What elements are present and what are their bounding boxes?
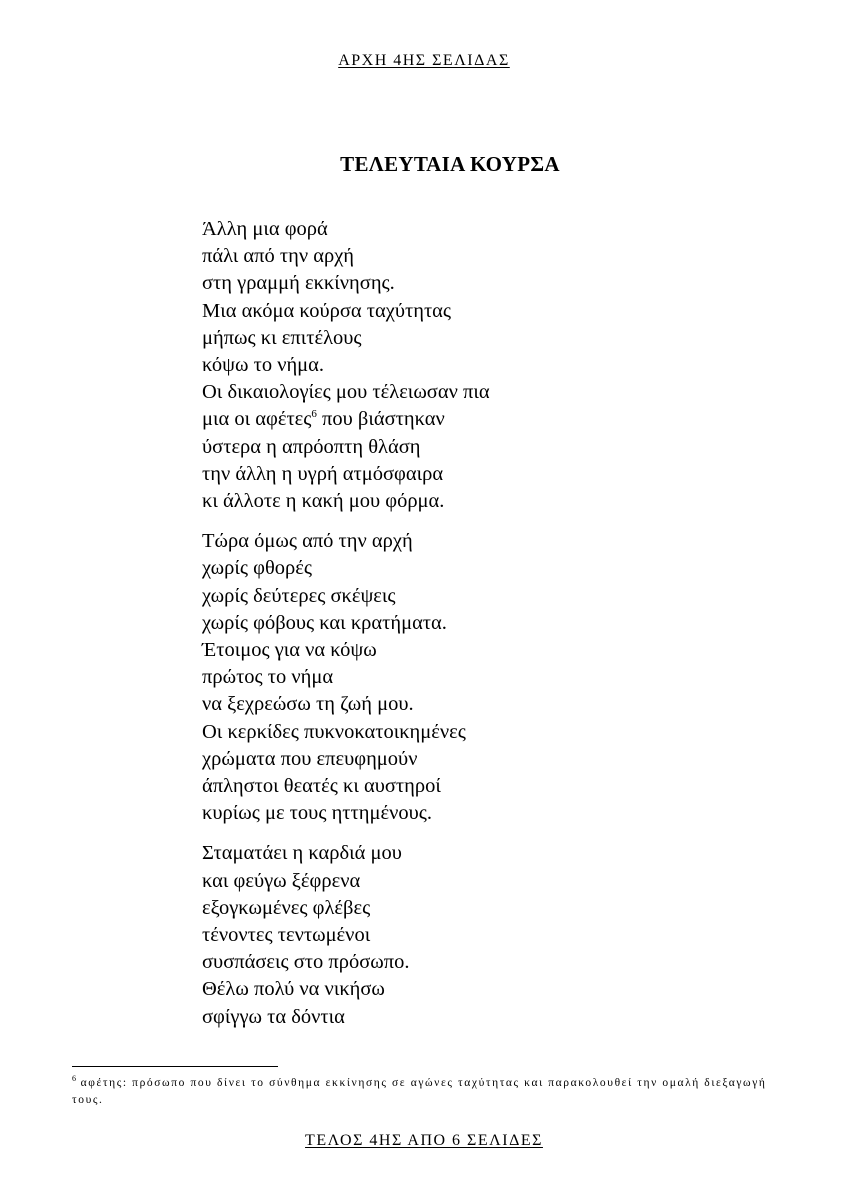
stanza-1	[202, 216, 762, 515]
poem-line: χρώματα που επευφημούν	[202, 747, 418, 770]
footnote-text: αφέτης: πρόσωπο που δίνει το σύνθημα εκκίνησης σε αγώνες ταχύτητας και παρακολουθεί την ομαλή διεξαγωγή τους.	[72, 1077, 767, 1106]
poem-line-end: που βιάστηκαν	[316, 408, 445, 431]
footnote-reference[interactable]: 6	[311, 408, 317, 421]
poem-line: χωρίς φθορές	[202, 557, 312, 580]
stanza-3	[202, 840, 762, 1030]
poem-line: σφίγγω τα δόντια	[202, 1005, 345, 1028]
footnote-mark: 6	[72, 1074, 78, 1084]
poem-line: μήπως κι επιτέλους	[202, 326, 362, 349]
poem-line: Μια ακόμα κούρσα ταχύτητας	[202, 299, 452, 322]
poem-line: τένοντες τεντωμένοι	[202, 924, 371, 947]
poem-line: συσπάσεις στο πρόσωπο.	[202, 951, 410, 974]
poem-line: κόψω το νήμα.	[202, 354, 325, 377]
poem-line-with-footnote	[202, 406, 762, 433]
page-header: ΑΡΧΗ 4ΗΣ ΣΕΛΙΔΑΣ	[338, 52, 510, 69]
footnote	[72, 1075, 792, 1109]
poem-line: ύστερα η απρόοπτη θλάση	[202, 435, 421, 458]
stanza-2	[202, 528, 762, 827]
poem-line: χωρίς φόβους και κρατήματα.	[202, 611, 447, 634]
poem-line: Οι κερκίδες πυκνοκατοικημένες	[202, 720, 466, 743]
poem-line: Θέλω πολύ να νικήσω	[202, 978, 385, 1001]
poem-line: πάλι από την αρχή	[202, 245, 355, 268]
poem-line: και φεύγω ξέφρενα	[202, 869, 361, 892]
poem-line: άπληστοι θεατές κι αυστηροί	[202, 775, 441, 798]
poem-line: κυρίως με τους ηττημένους.	[202, 802, 432, 825]
page-footer: ΤΕΛΟΣ 4ΗΣ ΑΠΟ 6 ΣΕΛΙΔΕΣ	[305, 1132, 543, 1149]
poem-body	[202, 216, 762, 1044]
footnote-divider	[72, 1066, 278, 1067]
poem-line: Σταματάει η καρδιά μου	[202, 842, 402, 865]
poem-line: Άλλη μια φορά	[202, 218, 328, 240]
poem-line: χωρίς δεύτερες σκέψεις	[202, 584, 396, 607]
poem-title: ΤΕΛΕΥΤΑΙΑ ΚΟΥΡΣΑ	[340, 152, 560, 176]
poem-line: εξογκωμένες φλέβες	[202, 896, 371, 919]
poem-line: Τώρα όμως από την αρχή	[202, 530, 413, 553]
poem-line: να ξεχρεώσω τη ζωή μου.	[202, 693, 414, 716]
poem-line: Έτοιμος για να κόψω	[202, 639, 377, 662]
poem-line: κι άλλοτε η κακή μου φόρμα.	[202, 490, 445, 513]
poem-line: Οι δικαιολογίες μου τέλειωσαν πια	[202, 381, 490, 404]
poem-line: την άλλη η υγρή ατμόσφαιρα	[202, 462, 444, 485]
poem-line: πρώτος το νήμα	[202, 666, 334, 689]
poem-line: στη γραμμή εκκίνησης.	[202, 272, 395, 295]
poem-line-start: μια οι αφέτες	[202, 408, 312, 431]
